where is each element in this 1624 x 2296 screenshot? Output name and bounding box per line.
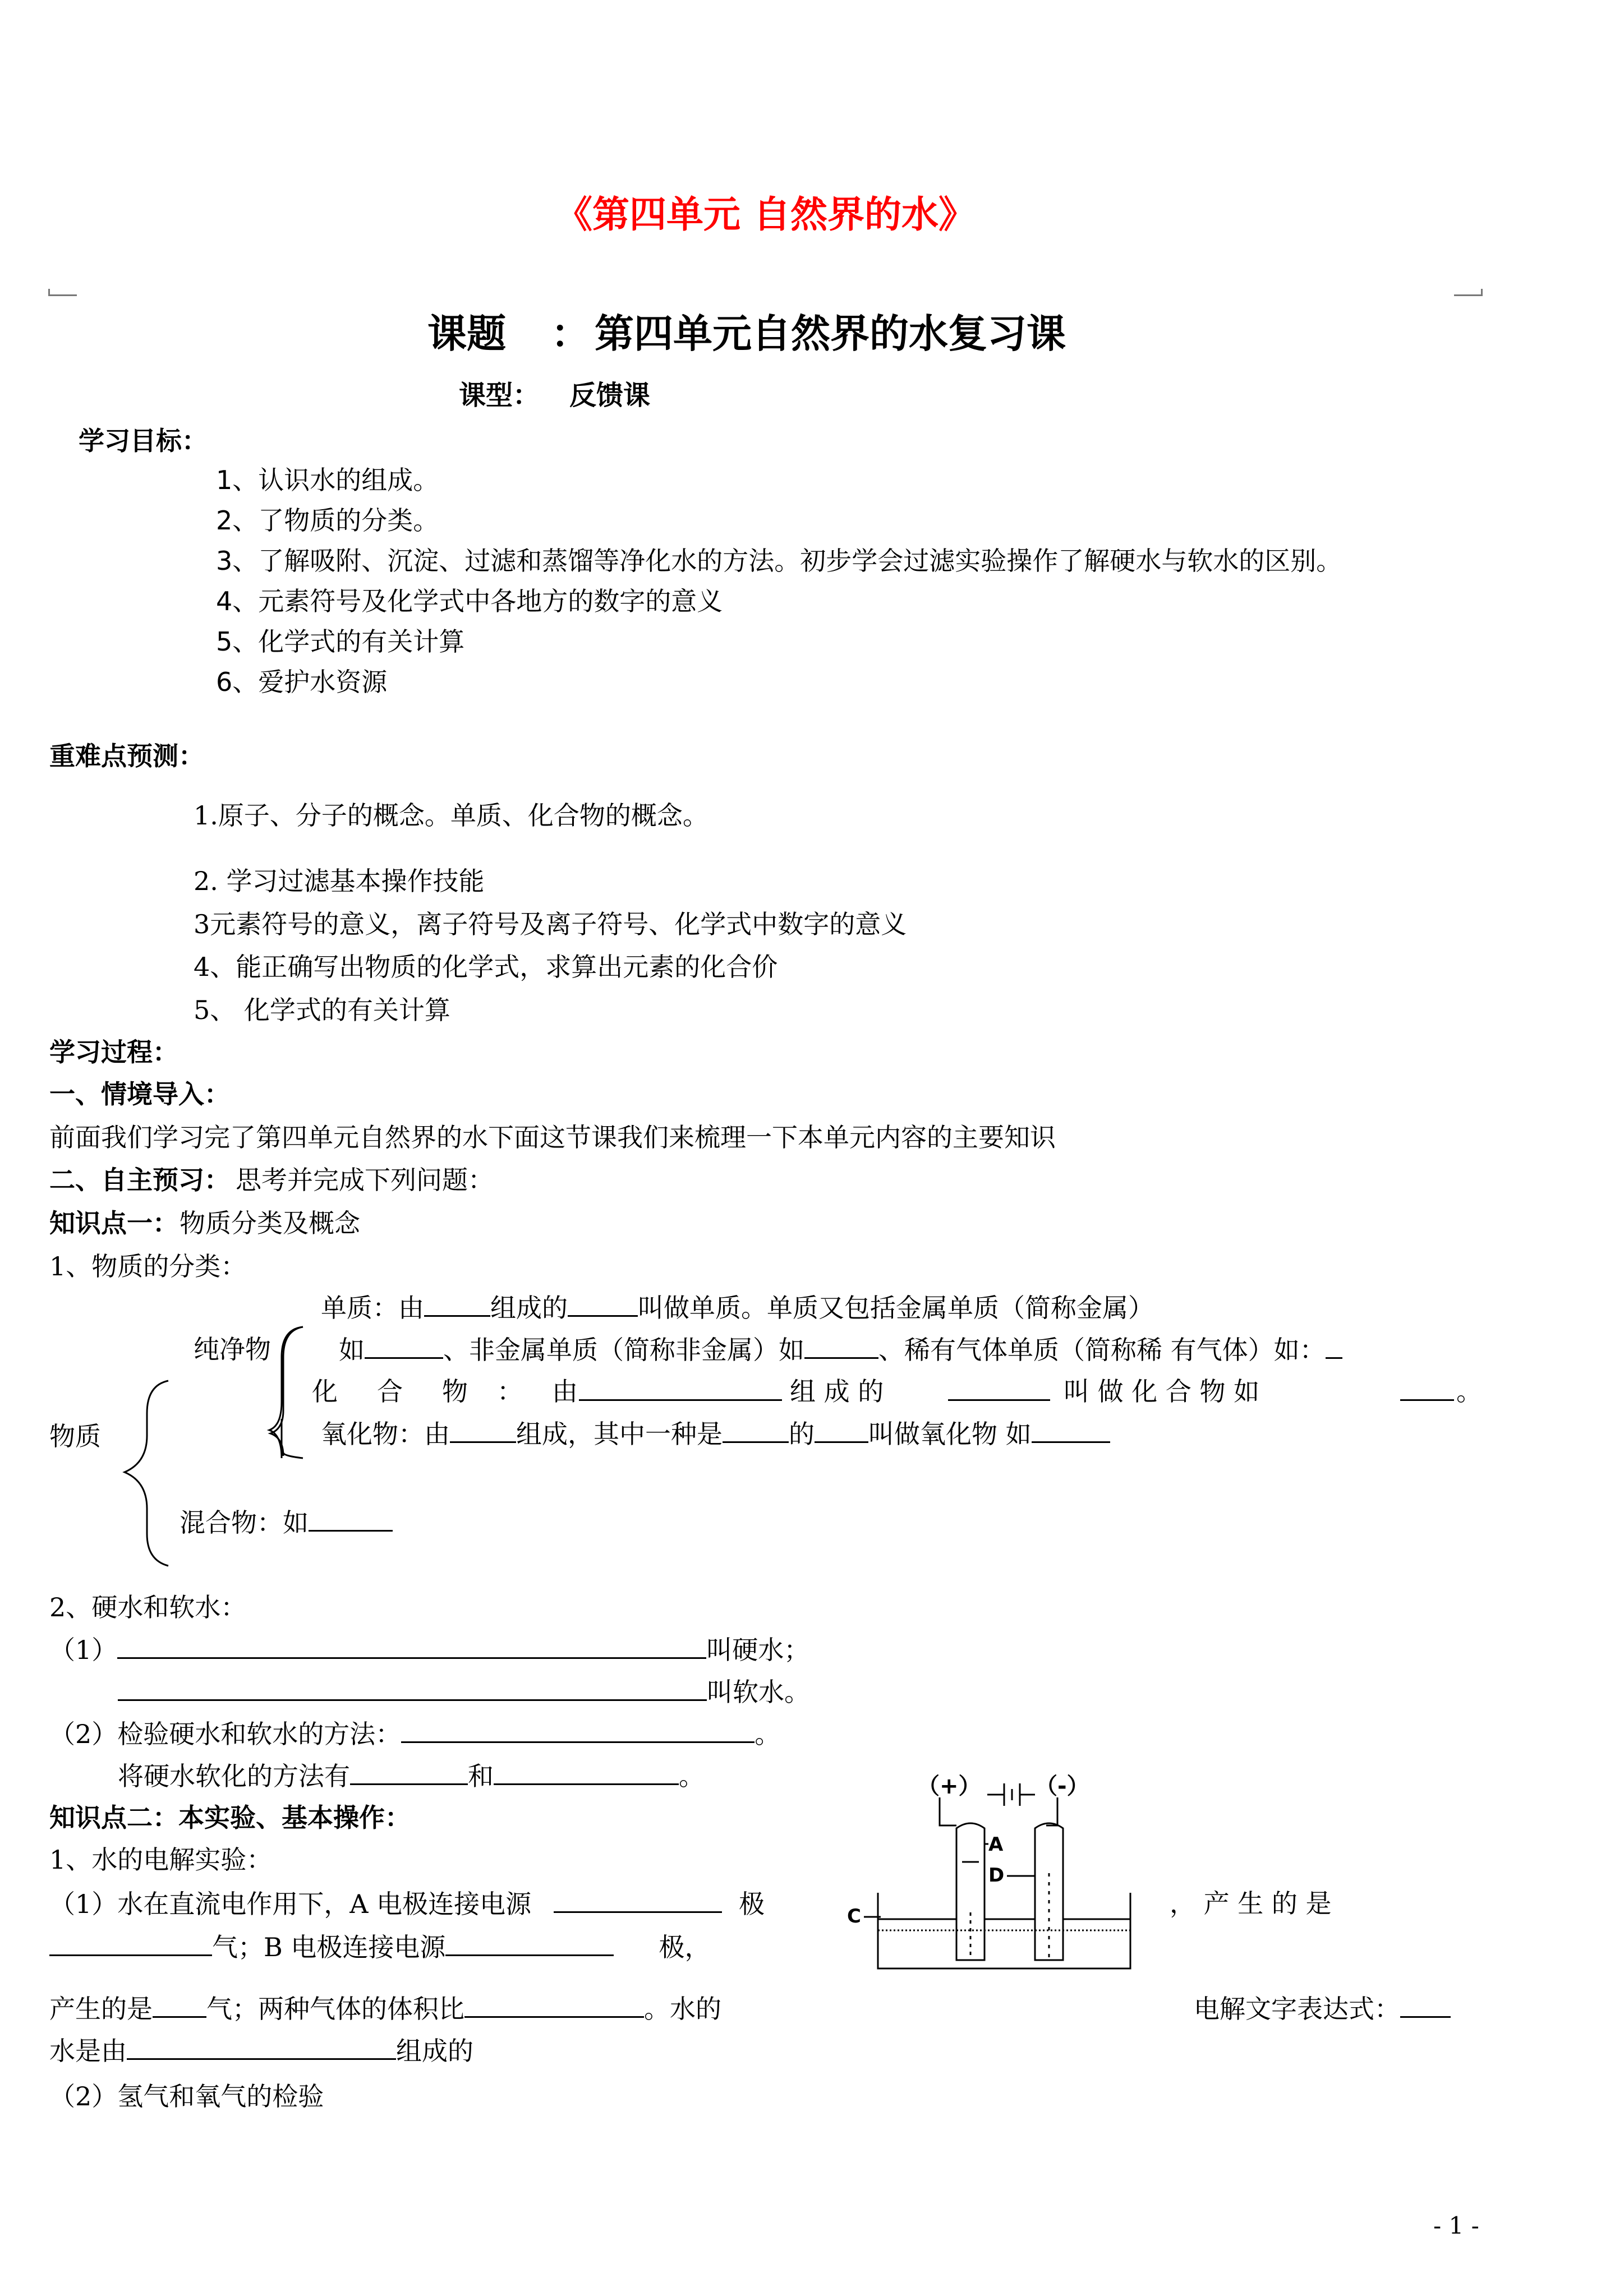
- answer-blank[interactable]: [464, 1994, 644, 2018]
- positive-terminal-label: （+）: [917, 1773, 981, 1799]
- text: 氧化物：由: [321, 1419, 450, 1449]
- key-point-item: 3元素符号的意义，离子符号及离子符号、化学式中数字的意义: [194, 909, 907, 939]
- key-point-item: 5、 化学式的有关计算: [194, 995, 450, 1025]
- goal-item: 1、认识水的组成。: [216, 465, 439, 495]
- label-a: A: [988, 1833, 1004, 1856]
- text: 。: [1456, 1376, 1482, 1407]
- text: 。: [679, 1761, 705, 1791]
- answer-blank[interactable]: [494, 1761, 679, 1785]
- text: 组成的: [490, 1293, 568, 1323]
- hard-water-line: [49, 1635, 809, 1665]
- preview-heading: 二、自主预习：: [49, 1165, 230, 1195]
- answer-blank[interactable]: [450, 1419, 516, 1443]
- goal-item: 2、了物质的分类。: [216, 505, 439, 536]
- answer-blank[interactable]: [401, 1719, 755, 1743]
- soften-method-line: [118, 1761, 705, 1791]
- matter-brace: [125, 1381, 168, 1566]
- text: 电解文字表达式：: [1194, 1994, 1400, 2024]
- answer-blank[interactable]: [445, 1932, 614, 1956]
- kp1-text: 物质分类及概念: [180, 1208, 360, 1238]
- answer-blank[interactable]: [118, 1677, 707, 1701]
- goal-item: 4、元素符号及化学式中各地方的数字的意义: [216, 586, 723, 616]
- electrolysis-line-4: [49, 2036, 473, 2066]
- text: 的: [789, 1419, 815, 1449]
- wires: [940, 1797, 1057, 1825]
- text: 产生的是: [49, 1994, 153, 2024]
- answer-blank[interactable]: [1400, 1994, 1451, 2018]
- answer-blank[interactable]: [309, 1507, 393, 1532]
- goals-heading: 学习目标：: [79, 426, 208, 456]
- key-point-item: 1.原子、分子的概念。单质、化合物的概念。: [194, 800, 709, 831]
- kp1-heading: 知识点一：: [49, 1208, 178, 1238]
- matter-label: 物质: [49, 1421, 101, 1451]
- text: 叫做氧化物 如: [868, 1419, 1032, 1449]
- text: 单质：由: [321, 1293, 424, 1323]
- mixture-line: [180, 1507, 393, 1538]
- text: 和: [468, 1761, 494, 1791]
- text: 叫做单质。单质又包括金属单质（简称金属）: [638, 1293, 1154, 1323]
- answer-blank[interactable]: [117, 1635, 706, 1659]
- key-point-item: 2. 学习过滤基本操作技能: [194, 866, 485, 896]
- text: 水是由: [49, 2036, 127, 2066]
- text: （1）水在直流电作用下，A 电极连接电源: [49, 1889, 532, 1919]
- negative-terminal-label: （-）: [1035, 1773, 1089, 1799]
- compound-char: 物: [442, 1376, 468, 1407]
- electrolysis-line-2: [49, 1932, 710, 1962]
- text: 组成，其中一种是: [516, 1419, 723, 1449]
- text: 叫软水。: [707, 1677, 810, 1707]
- pure-substance-brace: [269, 1327, 303, 1458]
- subject-label: 课题: [427, 311, 506, 357]
- text: 极，: [659, 1932, 711, 1962]
- intro-heading: 一、情境导入：: [49, 1079, 230, 1109]
- corner-mark-right: [1454, 289, 1483, 296]
- key-point-item: 4、能正确写出物质的化学式，求算出元素的化合价: [194, 952, 778, 982]
- subject-text: 第四单元自然界的水复习课: [595, 311, 1066, 357]
- answer-blank[interactable]: [424, 1293, 490, 1317]
- lesson-type-label: 课型：: [459, 380, 540, 411]
- text: 、非金属单质（简称非金属）如: [443, 1335, 804, 1365]
- text: （1）: [49, 1635, 118, 1665]
- intro-text: 前面我们学习完了第四单元自然界的水下面这节课我们来梳理一下本单元内容的主要知识: [49, 1122, 1056, 1152]
- answer-blank[interactable]: [1032, 1419, 1110, 1443]
- answer-blank[interactable]: [49, 1932, 212, 1956]
- text: 将硬水软化的方法有: [118, 1761, 350, 1791]
- electrolysis-line-1-end: ， 产 生 的 是: [1170, 1888, 1332, 1919]
- kp2-heading: 知识点二：本实验、基本操作：: [49, 1802, 411, 1833]
- goal-item: 5、化学式的有关计算: [216, 626, 465, 657]
- answer-blank[interactable]: [554, 1889, 722, 1913]
- pure-substance-brace-main: [270, 1327, 303, 1458]
- electrolysis-line-3-end: [1194, 1994, 1451, 2024]
- answer-blank[interactable]: [1326, 1335, 1342, 1359]
- subject-sep: ：: [551, 311, 590, 357]
- answer-blank[interactable]: [1400, 1377, 1454, 1401]
- compound-char: 由: [552, 1376, 578, 1407]
- water-trough: [878, 1893, 1130, 1968]
- answer-blank[interactable]: [153, 1994, 206, 2018]
- answer-blank[interactable]: [723, 1419, 789, 1443]
- text: （2）检验硬水和软水的方法：: [49, 1719, 402, 1749]
- text: 。: [755, 1719, 781, 1749]
- electrolysis-apparatus: [841, 1772, 1156, 1980]
- answer-blank[interactable]: [948, 1377, 1050, 1401]
- preview-text: 思考并完成下列问题：: [236, 1165, 494, 1195]
- answer-blank[interactable]: [568, 1293, 638, 1317]
- classify-heading: 1、物质的分类：: [49, 1251, 247, 1281]
- page-number: - 1 -: [1433, 2212, 1479, 2239]
- text: 混合物：如: [180, 1507, 309, 1538]
- pure-substance-label: 纯净物: [194, 1334, 271, 1364]
- electrolysis-line-1: [49, 1889, 765, 1919]
- lesson-type-value: 反馈课: [569, 380, 651, 411]
- answer-blank[interactable]: [815, 1419, 868, 1443]
- text: 气；B 电极连接电源: [212, 1932, 446, 1962]
- test-tube-a: [956, 1823, 984, 1960]
- text: 、稀有气体单质（简称稀 有气体）如：: [878, 1335, 1326, 1365]
- corner-mark-left: [48, 289, 77, 296]
- goal-item: 3、了解吸附、沉淀、过滤和蒸馏等净化水的方法。初步学会过滤实验操作了解硬水与软水的区别。: [216, 546, 1342, 576]
- test-method-line: [49, 1719, 780, 1749]
- answer-blank[interactable]: [127, 2036, 396, 2060]
- label-d: D: [988, 1864, 1005, 1887]
- answer-blank[interactable]: [365, 1335, 443, 1359]
- electrolysis-heading: 1、水的电解实验：: [49, 1845, 273, 1875]
- text: 叫硬水；: [706, 1635, 810, 1665]
- process-heading: 学习过程：: [49, 1037, 178, 1067]
- answer-blank[interactable]: [350, 1761, 468, 1785]
- text: 。水的: [644, 1994, 721, 2024]
- answer-blank[interactable]: [804, 1335, 878, 1359]
- oxide-line: [321, 1419, 1110, 1449]
- text: 如: [339, 1335, 365, 1365]
- metal-line: [339, 1335, 1342, 1365]
- battery-icon: [987, 1783, 1035, 1806]
- answer-blank[interactable]: [579, 1377, 782, 1401]
- text: 组 成 的: [790, 1376, 884, 1407]
- hard-water-heading: 2、硬水和软水：: [49, 1592, 247, 1622]
- text: 气；两种气体的体积比: [206, 1994, 464, 2024]
- gas-test-line: （2）氢气和氧气的检验: [49, 2081, 324, 2111]
- compound-char: ：: [497, 1376, 523, 1407]
- text: 组成的: [396, 2036, 473, 2066]
- label-c: C: [847, 1905, 861, 1928]
- main-title: 《第四单元 自然界的水》: [555, 192, 976, 236]
- goal-item: 6、爱护水资源: [216, 667, 388, 697]
- compound-char: 合: [377, 1376, 403, 1407]
- electrolysis-line-3: [49, 1994, 721, 2024]
- simple-substance-line: [321, 1293, 1154, 1323]
- soft-water-line: [118, 1677, 810, 1707]
- test-tube-b: [1035, 1823, 1063, 1960]
- compound-char: 化: [312, 1376, 338, 1407]
- key-points-heading: 重难点预测：: [49, 741, 204, 771]
- text: 极: [739, 1889, 765, 1919]
- text: 叫 做 化 合 物 如: [1064, 1376, 1260, 1407]
